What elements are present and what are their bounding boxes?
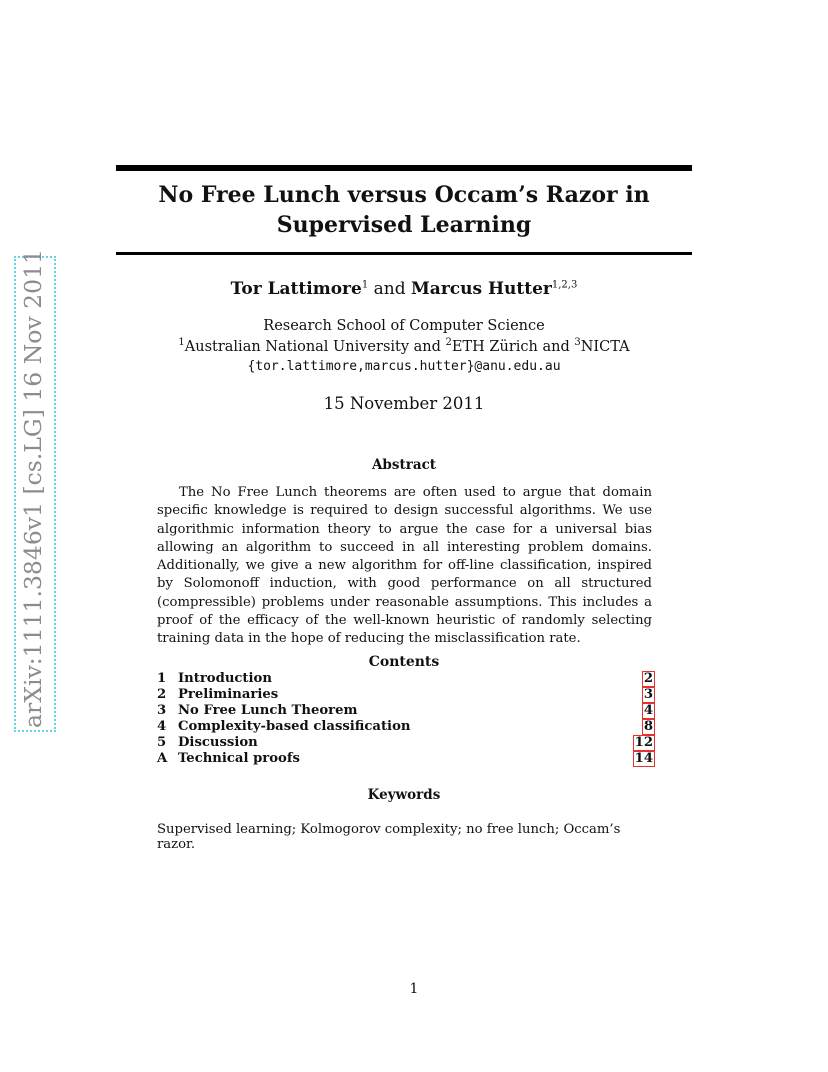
institution-name: Australian National University and [184, 339, 446, 355]
author-name: Tor Lattimore [230, 279, 362, 299]
toc-section-number: 1 [157, 671, 167, 686]
abstract-body: The No Free Lunch theorems are often used to argue that domain specific knowledge is required to design successful algorithms. We use algorithmic information theory to argue the case for a universal bias allowing an algorithm to succeed in all interesting problem domains. Additionally, we give a new algorithm for off-line classification, inspired by Solomonoff induction, with good performance on all structured (compressible) problems under reasonable assumptions. This includes a proof of the efficacy of the well-known heuristic of randomly selecting training data in the hope of reducing the misclassification rate. [157, 485, 652, 647]
title-line-1: No Free Lunch versus Occam’s Razor in [158, 182, 650, 208]
toc-section-title[interactable]: No Free Lunch Theorem [178, 703, 358, 718]
keywords-list: Supervised learning; Kolmogorov complexity; no free lunch; Occam’s razor. [157, 822, 621, 852]
author-conjunction: and [368, 279, 411, 299]
toc-page-link[interactable]: 3 [643, 687, 653, 702]
toc-page-link[interactable]: 4 [643, 703, 653, 718]
affiliation-institutions [116, 339, 692, 355]
toc-entry[interactable] [157, 719, 652, 735]
toc-entry[interactable] [157, 687, 652, 703]
toc-page-link[interactable]: 8 [643, 719, 653, 734]
toc-entry[interactable] [157, 671, 652, 687]
paper-date: 15 November 2011 [323, 394, 485, 413]
author-affiliation-mark: 1 [361, 279, 369, 291]
toc-section-title[interactable]: Technical proofs [178, 751, 300, 766]
toc-section-title[interactable]: Complexity-based classification [178, 719, 411, 734]
affiliation-mark: 3 [574, 337, 581, 349]
institution-name: ETH Zürich and [451, 339, 575, 355]
toc-section-number: 2 [157, 687, 167, 702]
toc-entry[interactable] [157, 703, 652, 719]
title-line-2: Supervised Learning [276, 212, 532, 238]
page-number: 1 [409, 981, 419, 997]
abstract-heading: Abstract [371, 457, 437, 473]
toc-section-number: 4 [157, 719, 167, 734]
toc-section-title[interactable]: Introduction [178, 671, 272, 686]
toc-entry[interactable] [157, 735, 652, 751]
paper-title [116, 180, 692, 240]
title-rule-bottom [116, 252, 692, 255]
toc-section-title[interactable]: Preliminaries [178, 687, 279, 702]
institution-name: NICTA [580, 339, 630, 355]
keywords-heading: Keywords [367, 787, 441, 803]
author-emails: {tor.lattimore,marcus.hutter}@anu.edu.au [247, 359, 561, 374]
affiliation-mark: 2 [445, 337, 452, 349]
toc-page-link[interactable]: 2 [643, 671, 653, 686]
arxiv-identifier[interactable]: arXiv:1111.3846v1 [cs.LG] 16 Nov 2011 [19, 249, 47, 728]
toc-page-link[interactable]: 14 [634, 751, 653, 766]
author-affiliation-mark: 1,2,3 [551, 279, 578, 291]
toc-page-link[interactable]: 12 [634, 735, 653, 750]
title-rule-top [116, 165, 692, 171]
toc-section-title[interactable]: Discussion [178, 735, 258, 750]
affiliation-school: Research School of Computer Science [263, 318, 545, 334]
authors-line [116, 279, 692, 299]
contents-heading: Contents [368, 654, 440, 670]
affiliation-mark: 1 [178, 337, 185, 349]
table-of-contents [157, 671, 652, 767]
toc-entry[interactable] [157, 751, 652, 767]
toc-section-number: 3 [157, 703, 167, 718]
toc-section-number: 5 [157, 735, 167, 750]
author-name: Marcus Hutter [410, 279, 552, 299]
toc-section-number: A [157, 751, 168, 766]
